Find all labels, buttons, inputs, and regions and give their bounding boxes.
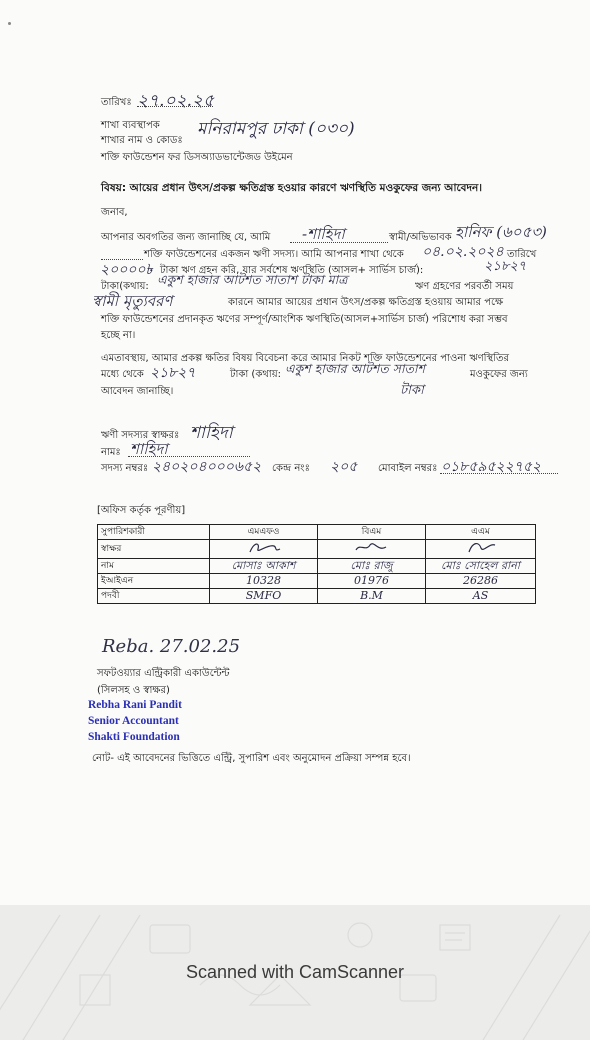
mobile-number: ০১৮৫৯৫২২৭৫২ [441, 459, 542, 475]
table-row [98, 540, 536, 559]
row-label: নাম [98, 559, 210, 574]
table-header-row [98, 525, 536, 540]
member-name: শাহিদা [130, 440, 168, 458]
p1-line4: টাকা(কথায়: [101, 281, 149, 292]
column-header: এএম [426, 525, 536, 540]
office-table [97, 524, 536, 604]
outstanding-in-words: একুশ হাজার আটশত সাতাশ টাকা মাত্র [157, 272, 348, 287]
table-cell: AS [426, 589, 536, 604]
branch-name-value: মনিরামপুর ঢাকা (০৩০) [197, 119, 355, 139]
branch-name-label: শাখার নাম ও কোডঃ [101, 135, 183, 146]
signature-cell [426, 540, 536, 559]
row-label: ইআইএন [98, 574, 210, 589]
p2-line1: এমতাবস্থায়, আমার প্রকল্প ক্ষতির বিষয় বিবেচনা করে আমার নিকট শক্তি ফাউন্ডেশনের পাওনা ঋণস্থিতির [101, 353, 510, 364]
column-header: এমএফও [210, 525, 318, 540]
camscanner-footer [0, 905, 590, 1040]
table-row [98, 589, 536, 604]
subject: বিষয়: আয়ের প্রধান উৎস/প্রকল্প ক্ষতিগ্রস্ত হওয়ার কারণে ঋণস্থিতি মওকুফের জন্য আবেদন। [101, 182, 483, 194]
applicant-name: -শাহিদা [302, 225, 345, 243]
accountant-role: সফটওয়্যার এন্ট্রিকারী একাউন্টেন্ট [97, 668, 230, 679]
signature-cell [210, 540, 318, 559]
p2-line2-end: মওকুফের জন্য [470, 369, 528, 380]
row-label: পদবী [98, 589, 210, 604]
member-sign-label: ঋণী সদস্যর স্বাক্ষরঃ [101, 430, 180, 441]
p1-line1: আপনার অবগতির জন্য জানাচ্ছি যে, আমি [101, 232, 271, 243]
signature-scribble [461, 540, 501, 554]
office-title: [অফিস কর্তৃক পূরণীয়] [97, 505, 186, 516]
foundation-name: শক্তি ফাউন্ডেশন ফর ডিসঅ্যাডভান্টেজড উইমেন [101, 152, 293, 163]
p2-line2: মধ্যে থেকে [101, 369, 144, 380]
table-row [98, 559, 536, 574]
p1-line4-end: ঋণ গ্রহণের পরবর্তী সময় [415, 281, 514, 292]
note: নোট- এই আবেদনের ভিত্তিতে এন্ট্রি, সুপারিশ এবং অনুমোদন প্রক্রিয়া সম্পন্ন হবে। [92, 753, 411, 764]
signature-cell [318, 540, 426, 559]
signature-scribble [244, 540, 284, 554]
table-cell: মোঃ সোহেল রানা [426, 559, 536, 574]
p1-line3: টাকা ঋণ গ্রহন করি, যার সর্বশেষ ঋণস্থিতি (আসল+ সার্ভিস চার্জ): [160, 265, 424, 276]
waiver-in-words: একুশ হাজার আটশত সাতাশ [285, 361, 425, 376]
date-label: তারিখঃ [101, 97, 132, 108]
date-value: ২৭.০২.২৫ [137, 91, 215, 111]
p1-line2-end: তারিখে [507, 249, 537, 260]
p2-line3: আবেদন জানাচ্ছি। [101, 386, 174, 397]
mobile-label: মোবাইল নম্বরঃ [378, 463, 438, 474]
member-number-label: সদস্য নম্বরঃ [101, 463, 149, 474]
blank-line [440, 473, 558, 474]
salutation: জনাব, [101, 207, 128, 218]
stamp-title: Senior Accountant [88, 715, 179, 727]
loss-reason: স্বামী মৃত্যুবরণ [92, 292, 173, 310]
p1-line2: শক্তি ফাউন্ডেশনের একজন ঋণী সদস্য। আমি আপনার শাখা থেকে [144, 249, 404, 260]
p1-line5: কারনে আমার আয়ের প্রধান উৎস/প্রকল্প ক্ষতিগ্রস্ত হওয়ায় আমার পক্ষে [228, 297, 504, 308]
table-cell: B.M [318, 589, 426, 604]
member-signature: শাহিদা [190, 423, 233, 443]
row-label: স্বাক্ষর [98, 540, 210, 559]
date-line [137, 106, 213, 107]
accountant-signature: Reba. 27.02.25 [102, 636, 241, 657]
outstanding-value: ২১৮২৭ [484, 259, 527, 274]
loan-amount: ২০০০০৳ [100, 262, 153, 278]
center-label: কেন্দ্র নংঃ [272, 463, 310, 474]
table-cell: 01976 [318, 574, 426, 589]
table-cell: মোঃ রাজু [318, 559, 426, 574]
center-number: ২০৫ [330, 459, 358, 475]
stamp-org: Shakti Foundation [88, 731, 180, 743]
stamp-name: Rebha Rani Pandit [88, 699, 182, 711]
signature-scribble [352, 540, 392, 554]
guardian-name: হানিফ (৬০৫৩) [455, 223, 547, 241]
waiver-tail: টাকা [400, 383, 424, 398]
table-cell: SMFO [210, 589, 318, 604]
scanned-watermark: Scanned with CamScanner [185, 962, 405, 982]
p2-line2-mid: টাকা (কথায়: [230, 369, 281, 380]
column-header: সুপারিশকারী [98, 525, 210, 540]
guardian-label: স্বামী/অভিভাবক [389, 232, 452, 243]
speck [8, 22, 11, 25]
branch-manager: শাখা ব্যবস্থাপক [101, 120, 160, 131]
seal-label: (সিলসহ ও স্বাক্ষর) [97, 685, 170, 696]
loan-date: ০৪.০২.২০২৪ [422, 244, 504, 260]
table-row [98, 574, 536, 589]
table-cell: 10328 [210, 574, 318, 589]
column-header: বিএম [318, 525, 426, 540]
p1-line7: হচ্ছে না। [101, 330, 136, 341]
table-cell: মোসাঃ আকাশ [210, 559, 318, 574]
member-name-label: নামঃ [101, 447, 121, 458]
waiver-amount: ২১৮২৭ [150, 365, 196, 381]
member-number: ২৪০২০৪০০০৬৫২ [152, 459, 262, 475]
p1-line6: শক্তি ফাউন্ডেশনের প্রদানকৃত ঋণের সম্পূর্ণ/আংশিক ঋণস্থিতি(আসল+সার্ভিস চার্জ) পরিশোধ করা সম্ভব [101, 314, 508, 325]
table-cell: 26286 [426, 574, 536, 589]
